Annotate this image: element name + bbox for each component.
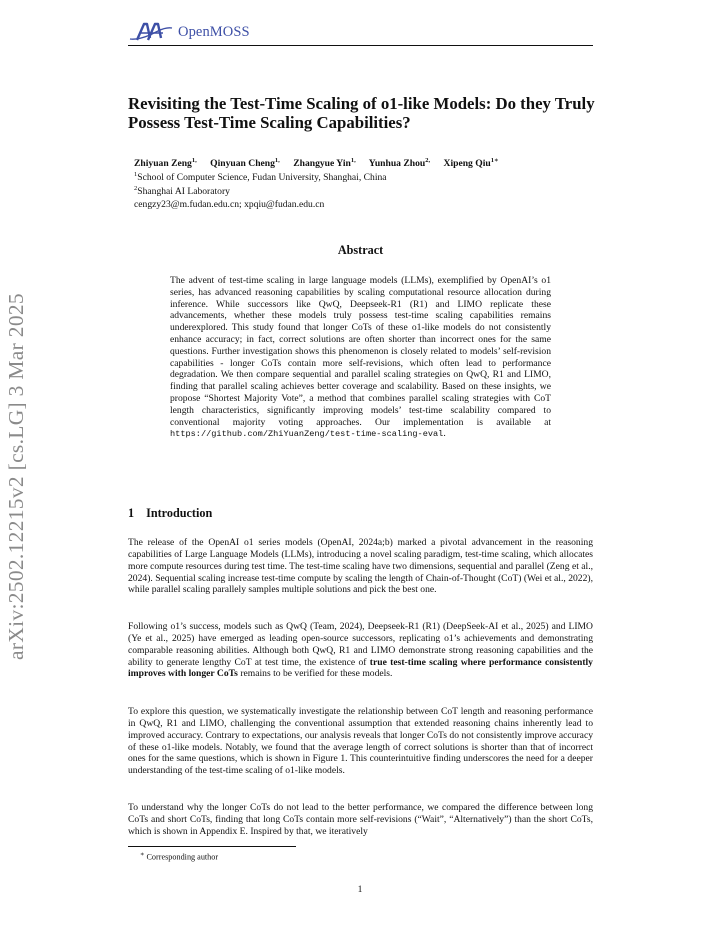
abstract-heading: Abstract	[337, 243, 384, 257]
author-name: Yunhua Zhou$^{2,}$	[368, 157, 431, 170]
author-name: Qinyuan Cheng$^{1,}$	[210, 157, 280, 170]
intro-paragraph-1: The release of the OpenAI o1 series models (OpenAI, 2024a;b) marked a pivotal advancement in the reasoning capabilities of Large Language Models (LLMs), introducing a novel scaling paradigm, test-time scaling, which allocates more compute resources during test time. The test-time scaling have two dimensions, sequential and parallel (Zeng et al., 2024). Sequential scaling increase test-time compute by scaling the length of Chain-of-Thought (CoT) (Wei et al., 2022), while parallel scaling parallely samples multiple solutions and pick the best one.	[128, 537, 593, 596]
abstract-link[interactable]: https://github.com/ZhiYuanZeng/test-time-scaling-eval	[170, 429, 444, 440]
header-rule	[128, 45, 593, 46]
abstract-text: The advent of test-time scaling in large language models (LLMs), exemplified by OpenAI’s o1 series, has advanced reasoning capabilities by scaling computational resource allocation during inference. While successors like QwQ, Deepseek-R1 (R1) and LIMO replicate these advancements, whether these models truly possess test-time scaling capabilities remains underexplored. This study found that longer CoTs of these o1-like models do not consistently enhance accuracy; in fact, correct solutions are often shorter than incorrect ones for the same questions. Further investigation shows this phenomenon is closely related to models’ self-revision capabilities - longer CoTs contain more self-revisions, which often lead to performance degradation. We then compare sequential and parallel scaling strategies on QwQ, R1 and LIMO, finding that parallel scaling achieves better coverage and scalability. Based on these insights, we propose “Shortest Majority Vote”, a method that combines parallel scaling strategies with CoT length characteristics, significantly improving models’ test-time scalability compared to conventional majority voting approaches. Our implementation is available at	[170, 275, 551, 428]
author-name: Zhiyuan Zeng$^{1,}$	[134, 157, 197, 170]
section-heading	[128, 506, 212, 521]
section-number: 1	[128, 506, 135, 520]
author-emails: cengzy23@m.fudan.edu.cn; xpqiu@fudan.edu.cn	[134, 199, 325, 210]
logo-text: OpenMOSS	[178, 23, 250, 40]
intro-paragraph-3: To explore this question, we systematically investigate the relationship between CoT length and reasoning performance in QwQ, R1 and LIMO, challenging the conventional assumption that extended reasoning chains inherently lead to improved accuracy. Contrary to expectations, our analysis reveals that longer CoTs do not consistently improve accuracy of these o1-like models. Notably, we found that the average length of correct solutions is shorter than that of incorrect ones for the same questions, which is shown in Figure 1. This counterintuitive finding underscores the need for a deeper understanding of the test-time scaling of o1-like models.	[128, 706, 593, 777]
page-number: 1	[357, 884, 363, 895]
affiliation-1: $^1$School of Computer Science, Fudan University, Shanghai, China	[134, 171, 387, 184]
author-name: Zhangyue Yin$^{1,}$	[293, 157, 356, 170]
affiliation-2: $^2$Shanghai AI Laboratory	[134, 185, 230, 198]
intro-paragraph-2: Following o1’s success, models such as QwQ (Team, 2024), Deepseek-R1 (R1) (DeepSeek-AI et al., 2025) and LIMO (Ye et al., 2025) have emerged as leading open-source successors, replicating o1’s achievements and demonstrating comparable reasoning abilities. Although both QwQ, R1 and LIMO demonstrate strong reasoning capabilities and the ability to generate lengthy CoT at test time, the existence of true test-time scaling where performance consistently improves with longer CoTs remains to be verified for these models.	[128, 621, 593, 680]
abstract-body: The advent of test-time scaling in large language models (LLMs), exemplified by OpenAI’s o1 series, has advanced reasoning capabilities by scaling computational resource allocation during inference. While successors like QwQ, Deepseek-R1 (R1) and LIMO replicate these advancements, whether these models truly possess test-time scaling capabilities remains underexplored. This study found that longer CoTs of these o1-like models do not consistently enhance accuracy; in fact, correct solutions are often shorter than incorrect ones for the same questions. Further investigation shows this phenomenon is closely related to models’ self-revision capabilities - longer CoTs contain more self-revisions, which often lead to performance degradation. We then compare sequential and parallel scaling strategies on QwQ, R1 and LIMO, finding that parallel scaling achieves better coverage and scalability. Based on these insights, we propose “Shortest Majority Vote”, a method that combines parallel scaling strategies with CoT length characteristics, significantly improving models’ test-time scalability compared to conventional majority voting approaches. Our implementation is available at https://github.com/ZhiYuanZeng/test-time-scaling-eval.	[170, 275, 551, 440]
openmoss-logo	[128, 20, 260, 44]
footnote-rule	[128, 846, 296, 847]
paper-title: Revisiting the Test-Time Scaling of o1-like Models: Do they Truly Possess Test-Time Scaling Capabilities?	[128, 94, 595, 132]
author-name: Xipeng Qiu$^{1∗}$	[443, 157, 499, 170]
author-list	[134, 156, 594, 169]
footnote: ∗ Corresponding author	[140, 851, 219, 862]
intro-paragraph-4: To understand why the longer CoTs do not lead to the better performance, we compared the difference between long CoTs and short CoTs, finding that long CoTs contain more self-revisions (“Wait”, “Alternatively”) than the short CoTs, which is shown in Appendix E. Inspired by that, we iteratively	[128, 802, 593, 837]
openmoss-logo-icon	[128, 21, 174, 43]
emphasis-text: true test-time scaling where performance consistently improves with longer CoTs	[128, 656, 593, 680]
section-title: Introduction	[146, 506, 213, 520]
arxiv-identifier: arXiv:2502.12215v2 [cs.LG] 3 Mar 2025	[4, 293, 28, 660]
